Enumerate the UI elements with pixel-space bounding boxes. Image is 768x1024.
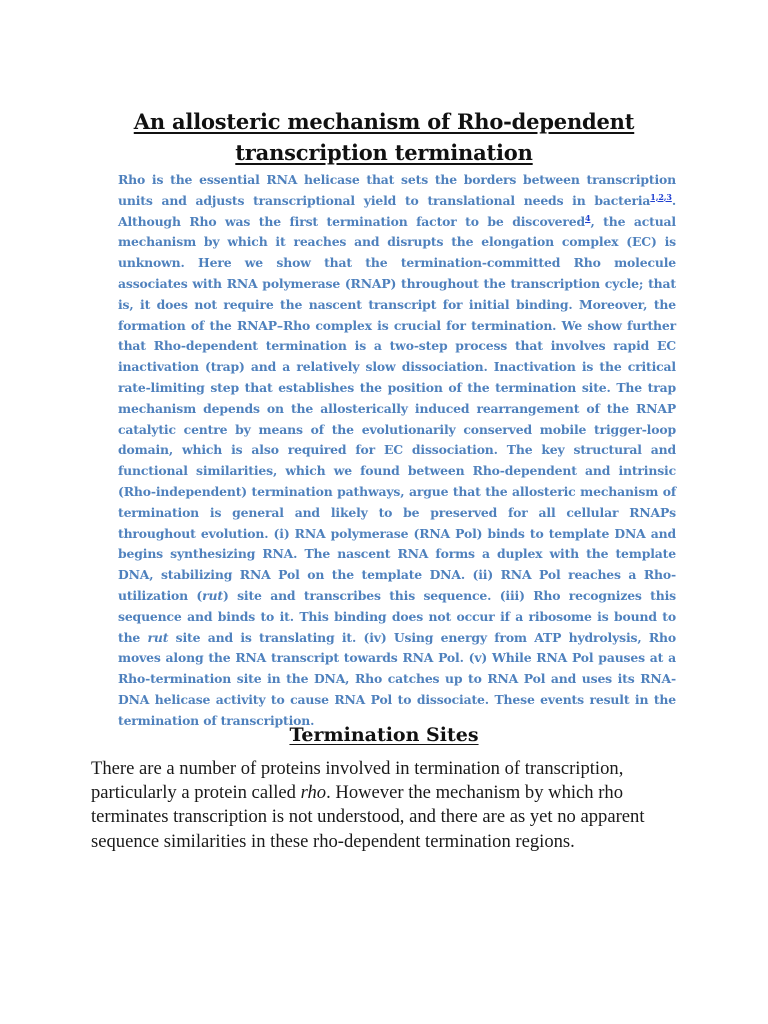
body-paragraph — [91, 757, 681, 854]
title-line-1: An allosteric mechanism of Rho-dependent — [133, 109, 635, 135]
reference-superscript-1 — [650, 192, 672, 202]
abstract-text-5: site and is translating it. (iv) Using energy from ATP hydrolysis, Rho moves along the RNA transcript towards RNA Pol. (v) While RNA Pol pauses at a Rho-termination site in the DNA, Rho catches up to RNA Pol and uses its RNA-DNA helicase activity to cause RNA Pol to dissociate. These events result in the termination of transcription. — [118, 629, 676, 728]
abstract-text-4: ) site and transcribes this sequence. (iii) Rho recognizes this sequence and binds to it. This binding does not occur if a ribosome is bound to the — [118, 587, 676, 645]
rut-term-2: rut — [147, 629, 169, 645]
abstract-text-2: . Although Rho was the first termination factor to be discovered — [118, 192, 676, 229]
abstract-text-3: , the actual mechanism by which it reaches and disrupts the elongation complex (EC) is unknown. Here we show that the termination-committed Rho molecule associates with RNA polymerase (RNAP) throughout the transcription cycle; that is, it does not require the nascent transcript for initial binding. Moreover, the formation of the RNAP–Rho complex is crucial for termination. We show further that Rho-dependent termination is a two-step process that involves rapid EC inactivation (trap) and a relatively slow dissociation. Inactivation is the critical rate-limiting step that establishes the position of the termination site. The trap mechanism depends on the allosterically induced rearrangement of the RNAP catalytic centre by means of the evolutionarily conserved mobile trigger-loop domain, which is also required for EC dissociation. The key structural and functional similarities, which we found between Rho-dependent and intrinsic (Rho-independent) termination pathways, argue that the allosteric mechanism of termination is general and likely to be preserved for all cellular RNAPs throughout evolution. (i) RNA polymerase (RNA Pol) binds to template DNA and begins synthesizing RNA. The nascent RNA forms a duplex with the template DNA, stabilizing RNA Pol on the template DNA. (ii) RNA Pol reaches a Rho-utilization ( — [118, 213, 676, 603]
body-text-2: . However the mechanism by which rho terminates transcription is not understood, and there are as yet no apparent sequence similarities in these rho-dependent termination regions. — [91, 782, 645, 852]
rho-term: rho — [300, 782, 327, 804]
body-text-1: There are a number of proteins involved in termination of transcription, particularly a protein called — [91, 758, 624, 804]
reference-link-4[interactable]: 4 — [585, 212, 591, 223]
document-title — [60, 106, 708, 168]
abstract-text-1: Rho is the essential RNA helicase that sets the borders between transcription units and adjusts transcriptional yield to translational needs in bacteria — [118, 172, 676, 208]
reference-link-1-2-3[interactable]: 1,2,3 — [650, 191, 672, 202]
rut-term-1: rut — [202, 587, 223, 603]
section-heading-termination-sites: Termination Sites — [289, 723, 479, 746]
title-line-2: transcription termination — [235, 140, 533, 166]
abstract-paragraph — [118, 170, 676, 732]
